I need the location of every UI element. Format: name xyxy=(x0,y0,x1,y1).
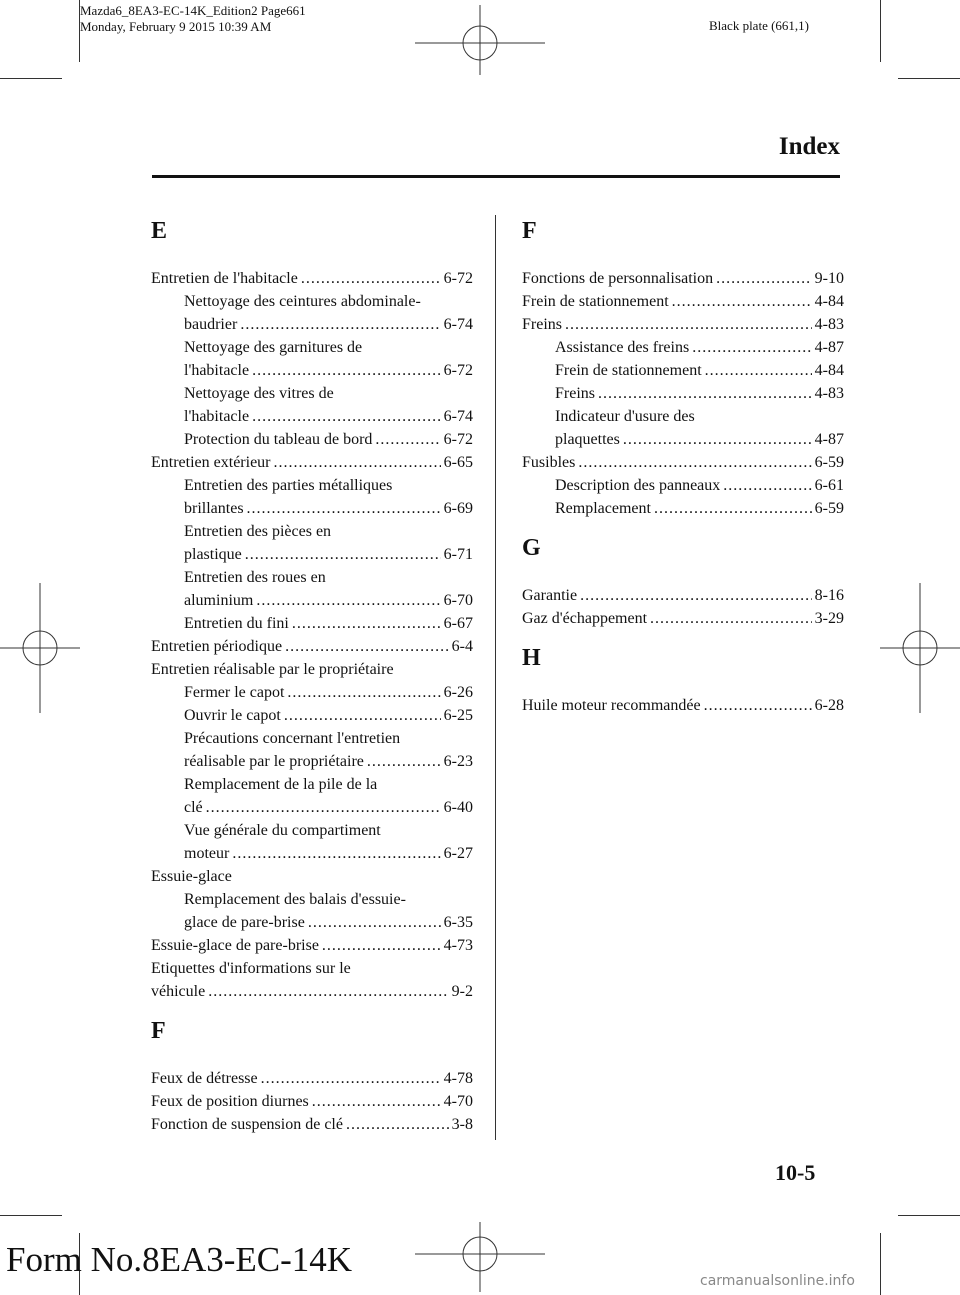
index-subentry xyxy=(151,911,473,934)
entry-label: moteur xyxy=(184,845,230,862)
index-subentry-text: Remplacement des balais d'essuie- xyxy=(184,891,406,908)
entry-label: Gaz d'échappement xyxy=(522,610,648,627)
dot-leader xyxy=(578,451,811,474)
dot-leader xyxy=(240,313,440,336)
entry-page-ref: 4-78 xyxy=(443,1070,473,1087)
entry-label: Ouvrir le capot xyxy=(184,707,281,724)
index-subentry xyxy=(151,612,473,635)
index-entry xyxy=(522,584,844,607)
page-number: 10-5 xyxy=(775,1160,816,1185)
index-letter-heading: F xyxy=(522,218,537,244)
index-entry xyxy=(151,1113,473,1136)
entry-label: Description des panneaux xyxy=(555,477,721,494)
entry-page-ref: 6-74 xyxy=(443,316,473,333)
index-subentry-text: Nettoyage des garnitures de xyxy=(184,339,363,356)
entry-page-ref: 6-67 xyxy=(443,615,473,632)
entry-page-ref: 6-28 xyxy=(814,697,844,714)
entry-label: Entretien du fini xyxy=(184,615,289,632)
index-subentry xyxy=(151,704,473,727)
entry-label: Freins xyxy=(522,316,562,333)
header-rule xyxy=(152,175,840,178)
dot-leader xyxy=(654,497,812,520)
registration-mark-bottom xyxy=(415,1222,545,1292)
entry-page-ref: 6-40 xyxy=(443,799,473,816)
entry-label: Fusibles xyxy=(522,454,576,471)
entry-page-ref: 4-84 xyxy=(814,362,844,379)
entry-label: Fonction de suspension de clé xyxy=(151,1116,343,1133)
entry-label: réalisable par le propriétaire xyxy=(184,753,364,770)
dot-leader xyxy=(672,290,812,313)
section-title: Index xyxy=(778,133,840,160)
entry-page-ref: 6-59 xyxy=(814,454,844,471)
index-subentry xyxy=(522,359,844,382)
dot-leader xyxy=(580,584,812,607)
entry-page-ref: 4-87 xyxy=(814,339,844,356)
dot-leader xyxy=(308,911,441,934)
entry-label: glace de pare-brise xyxy=(184,914,305,931)
entry-page-ref: 4-73 xyxy=(443,937,473,954)
entry-label: plastique xyxy=(184,546,242,563)
dot-leader xyxy=(232,842,440,865)
entry-page-ref: 6-74 xyxy=(443,408,473,425)
dot-leader xyxy=(274,451,441,474)
entry-page-ref: 6-23 xyxy=(443,753,473,770)
registration-mark-right xyxy=(880,583,960,713)
entry-page-ref: 4-83 xyxy=(814,385,844,402)
registration-mark-top xyxy=(415,5,545,75)
index-column-left xyxy=(151,217,473,1136)
entry-label: Frein de stationnement xyxy=(522,293,669,310)
dot-leader xyxy=(252,359,441,382)
index-subentry xyxy=(522,428,844,451)
entry-page-ref: 6-61 xyxy=(814,477,844,494)
index-entry-text: Entretien réalisable par le propriétaire xyxy=(151,661,394,678)
print-metadata xyxy=(80,3,306,35)
dot-leader xyxy=(322,934,441,957)
dot-leader xyxy=(256,589,440,612)
dot-leader xyxy=(375,428,440,451)
entry-label: Remplacement xyxy=(555,500,651,517)
entry-label: Essuie-glace de pare-brise xyxy=(151,937,319,954)
entry-label: Garantie xyxy=(522,587,578,604)
index-subentry xyxy=(522,497,844,520)
index-subentry xyxy=(151,750,473,773)
index-entry xyxy=(522,694,844,717)
watermark: carmanualsonline.info xyxy=(700,1273,855,1289)
entry-label: Frein de stationnement xyxy=(555,362,702,379)
dot-leader xyxy=(247,497,441,520)
index-entry xyxy=(522,313,844,336)
index-entry xyxy=(151,267,473,290)
dot-leader xyxy=(292,612,441,635)
index-entry xyxy=(522,267,844,290)
entry-page-ref: 9-10 xyxy=(814,270,844,287)
entry-label: véhicule xyxy=(151,983,206,1000)
index-subentry xyxy=(151,405,473,428)
index-entry xyxy=(151,1090,473,1113)
index-letter-heading: G xyxy=(522,535,541,561)
form-number: Form No.8EA3-EC-14K xyxy=(6,1240,353,1279)
dot-leader xyxy=(716,267,812,290)
index-letter-heading: H xyxy=(522,645,541,671)
entry-label: Protection du tableau de bord xyxy=(184,431,373,448)
entry-page-ref: 6-69 xyxy=(443,500,473,517)
entry-page-ref: 6-72 xyxy=(443,270,473,287)
index-subentry-text: Entretien des parties métalliques xyxy=(184,477,393,494)
entry-label: Huile moteur recommandée xyxy=(522,697,701,714)
index-entry xyxy=(522,451,844,474)
index-subentry-text: Nettoyage des ceintures abdominale- xyxy=(184,293,421,310)
entry-page-ref: 6-4 xyxy=(451,638,473,655)
index-subentry xyxy=(522,474,844,497)
dot-leader xyxy=(367,750,441,773)
entry-label: Freins xyxy=(555,385,595,402)
index-entry xyxy=(151,635,473,658)
entry-page-ref: 6-70 xyxy=(443,592,473,609)
entry-label: Feux de position diurnes xyxy=(151,1093,309,1110)
dot-leader xyxy=(245,543,441,566)
index-subentry xyxy=(151,796,473,819)
entry-page-ref: 4-87 xyxy=(814,431,844,448)
index-subentry xyxy=(151,359,473,382)
dot-leader xyxy=(598,382,812,405)
entry-label: aluminium xyxy=(184,592,254,609)
dot-leader xyxy=(261,1067,441,1090)
plate-label: Black plate (661,1) xyxy=(709,18,809,33)
dot-leader xyxy=(650,607,812,630)
entry-label: Feux de détresse xyxy=(151,1070,258,1087)
entry-label: clé xyxy=(184,799,203,816)
entry-page-ref: 6-65 xyxy=(443,454,473,471)
file-line: Mazda6_8EA3-EC-14K_Edition2 Page661 xyxy=(80,3,306,18)
entry-label: plaquettes xyxy=(555,431,620,448)
index-entry xyxy=(151,934,473,957)
dot-leader xyxy=(312,1090,441,1113)
index-letter-heading: F xyxy=(151,1018,166,1044)
entry-label: baudrier xyxy=(184,316,238,333)
entry-label: l'habitacle xyxy=(184,362,250,379)
entry-label: Assistance des freins xyxy=(555,339,690,356)
dot-leader xyxy=(705,359,812,382)
index-column-right xyxy=(522,217,844,717)
entry-label: Fermer le capot xyxy=(184,684,285,701)
registration-mark-left xyxy=(0,583,80,713)
entry-page-ref: 8-16 xyxy=(814,587,844,604)
index-subentry-text: Précautions concernant l'entretien xyxy=(184,730,401,747)
entry-page-ref: 6-27 xyxy=(443,845,473,862)
index-subentry xyxy=(151,497,473,520)
index-subentry-text: Indicateur d'usure des xyxy=(555,408,695,425)
column-divider xyxy=(495,215,496,1140)
entry-page-ref: 6-25 xyxy=(443,707,473,724)
index-entry xyxy=(522,290,844,313)
index-subentry-text: Nettoyage des vitres de xyxy=(184,385,334,402)
dot-leader xyxy=(301,267,441,290)
entry-page-ref: 6-26 xyxy=(443,684,473,701)
index-subentry xyxy=(151,842,473,865)
index-subentry-text: Vue générale du compartiment xyxy=(184,822,381,839)
index-entry xyxy=(522,607,844,630)
entry-page-ref: 6-72 xyxy=(443,362,473,379)
index-subentry xyxy=(151,543,473,566)
index-letter-heading: E xyxy=(151,218,168,244)
index-subentry-text: Entretien des pièces en xyxy=(184,523,332,540)
entry-label: Entretien périodique xyxy=(151,638,283,655)
entry-page-ref: 9-2 xyxy=(451,983,473,1000)
index-subentry xyxy=(151,681,473,704)
entry-page-ref: 3-8 xyxy=(451,1116,473,1133)
entry-label: Entretien de l'habitacle xyxy=(151,270,298,287)
date-line: Monday, February 9 2015 10:39 AM xyxy=(80,19,272,34)
dot-leader xyxy=(623,428,812,451)
index-entry-text: Etiquettes d'informations sur le xyxy=(151,960,351,977)
entry-page-ref: 6-59 xyxy=(814,500,844,517)
dot-leader xyxy=(723,474,811,497)
index-subentry-text: Remplacement de la pile de la xyxy=(184,776,378,793)
entry-page-ref: 3-29 xyxy=(814,610,844,627)
dot-leader xyxy=(704,694,812,717)
dot-leader xyxy=(287,681,440,704)
index-entry xyxy=(151,451,473,474)
dot-leader xyxy=(284,704,441,727)
dot-leader xyxy=(692,336,811,359)
entry-page-ref: 4-70 xyxy=(443,1093,473,1110)
entry-page-ref: 4-84 xyxy=(814,293,844,310)
index-subentry xyxy=(522,336,844,359)
entry-page-ref: 6-35 xyxy=(443,914,473,931)
index-entry-text: Essuie-glace xyxy=(151,868,232,885)
entry-label: Fonctions de personnalisation xyxy=(522,270,714,287)
index-subentry-text: Entretien des roues en xyxy=(184,569,326,586)
index-entry xyxy=(151,1067,473,1090)
dot-leader xyxy=(346,1113,449,1136)
index-subentry xyxy=(151,313,473,336)
entry-label: Entretien extérieur xyxy=(151,454,271,471)
dot-leader xyxy=(285,635,449,658)
dot-leader xyxy=(206,796,441,819)
entry-page-ref: 6-71 xyxy=(443,546,473,563)
index-subentry xyxy=(151,428,473,451)
entry-page-ref: 6-72 xyxy=(443,431,473,448)
entry-page-ref: 4-83 xyxy=(814,316,844,333)
index-subentry xyxy=(522,382,844,405)
dot-leader xyxy=(208,980,448,1003)
dot-leader xyxy=(252,405,441,428)
entry-label: l'habitacle xyxy=(184,408,250,425)
entry-label: brillantes xyxy=(184,500,244,517)
index-subentry xyxy=(151,589,473,612)
dot-leader xyxy=(565,313,812,336)
index-entry xyxy=(151,980,473,1003)
